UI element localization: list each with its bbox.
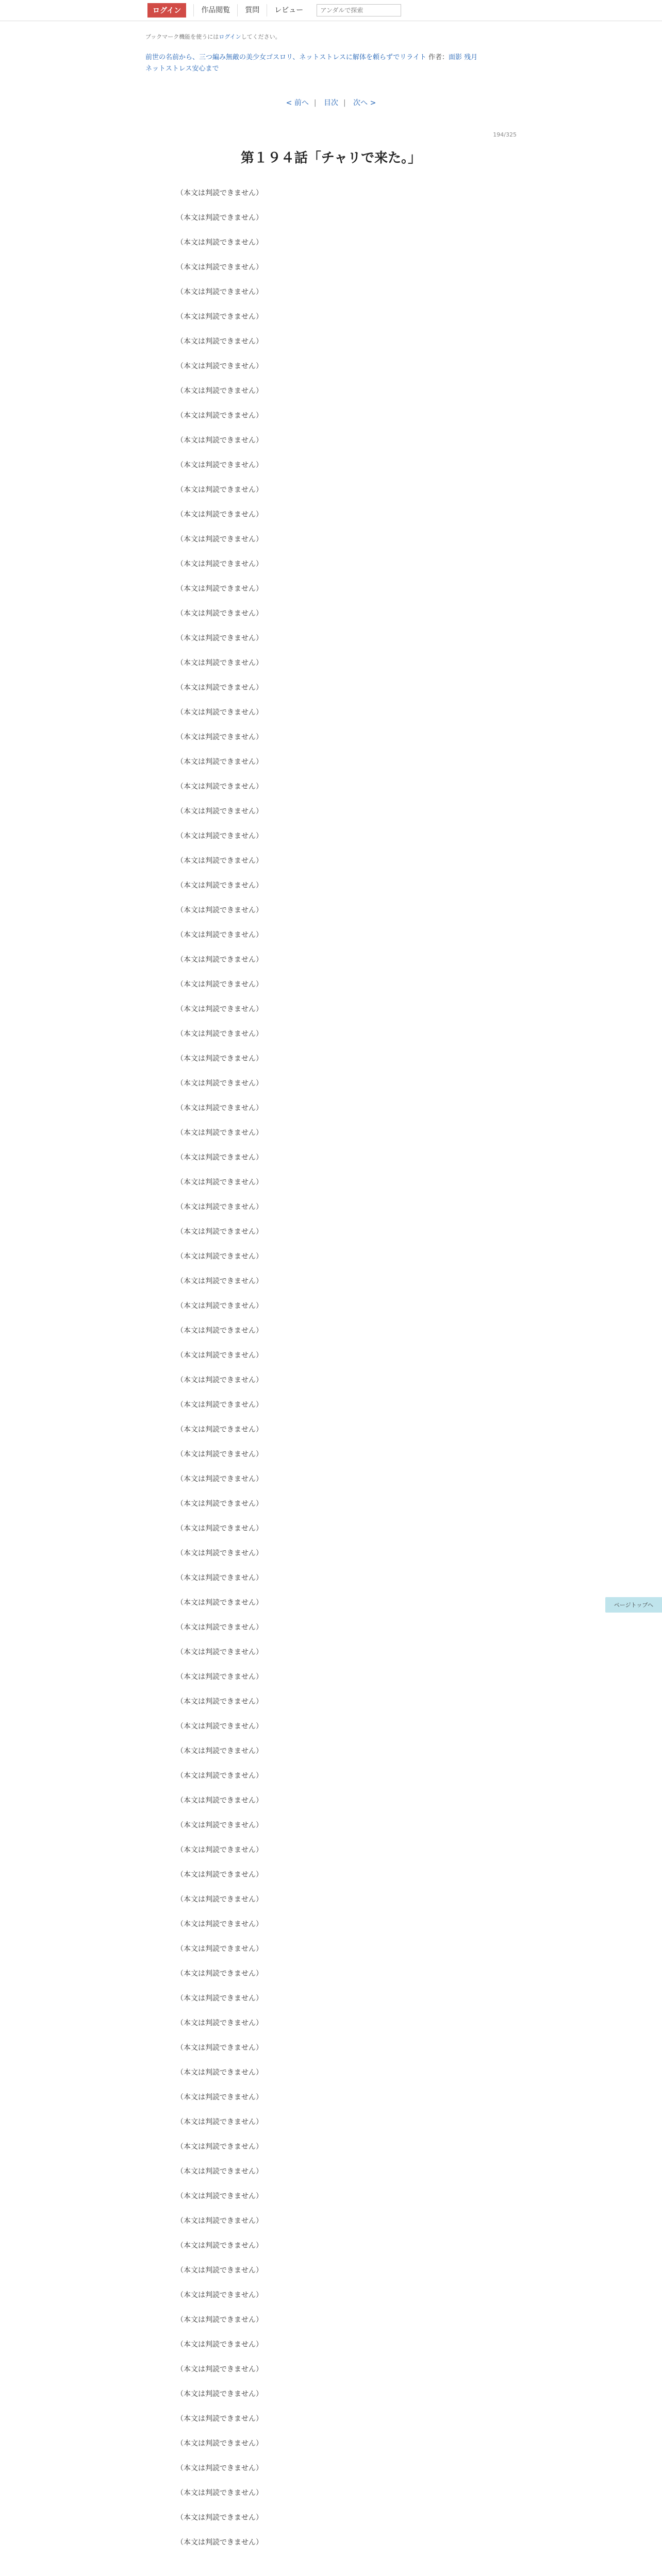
body-paragraph: （本文は判読できません） <box>176 1426 263 1434</box>
body-paragraph <box>145 1436 517 1448</box>
body-paragraph <box>145 1881 517 1893</box>
body-paragraph <box>145 2104 517 2116</box>
body-paragraph <box>145 719 517 731</box>
body-paragraph: （本文は判読できません） <box>176 2167 263 2176</box>
body-paragraph <box>145 471 517 484</box>
body-paragraph <box>145 1733 517 1745</box>
body-paragraph: （本文は判読できません） <box>176 1895 263 1904</box>
body-paragraph <box>145 1535 517 1547</box>
body-paragraph: （本文は判読できません） <box>176 2242 263 2250</box>
bookmark-notice <box>145 32 517 41</box>
body-paragraph: （本文は判読できません） <box>176 2365 263 2374</box>
body-paragraph: （本文は判読できません） <box>176 2514 263 2522</box>
body-paragraph <box>145 1189 517 1201</box>
body-paragraph: （本文は判読できません） <box>176 2217 263 2226</box>
body-paragraph <box>145 743 517 756</box>
body-paragraph <box>145 917 517 929</box>
body-paragraph <box>145 1040 517 1053</box>
body-paragraph: （本文は判読できません） <box>176 1549 263 1558</box>
body-paragraph: （本文は判読できません） <box>176 1055 263 1063</box>
body-paragraph: （本文は判読できません） <box>176 1722 263 1731</box>
body-paragraph <box>145 2326 517 2338</box>
body-paragraph <box>145 1263 517 1275</box>
body-paragraph: （本文は判読できません） <box>176 1277 263 1286</box>
body-paragraph: （本文は判読できません） <box>176 2019 263 2028</box>
body-paragraph: （本文は判読できません） <box>176 2118 263 2127</box>
body-paragraph <box>145 2351 517 2363</box>
body-paragraph: （本文は判読できません） <box>176 783 263 791</box>
body-paragraph <box>145 1560 517 1572</box>
body-paragraph: （本文は判読できません） <box>176 1920 263 1929</box>
body-paragraph <box>145 793 517 805</box>
body-paragraph <box>145 867 517 879</box>
body-paragraph <box>145 1955 517 1968</box>
body-paragraph <box>145 2202 517 2215</box>
body-paragraph: （本文は判読できません） <box>176 1970 263 1978</box>
body-paragraph: （本文は判読できません） <box>176 1871 263 1879</box>
body-paragraph <box>145 2153 517 2165</box>
login-button[interactable]: ログイン <box>147 3 186 18</box>
body-paragraph: （本文は判読できません） <box>176 1327 263 1335</box>
body-paragraph <box>145 1856 517 1869</box>
prev-link[interactable]: < 前へ <box>286 99 309 108</box>
body-paragraph <box>145 1930 517 1943</box>
body-paragraph: （本文は判読できません） <box>176 2093 263 2102</box>
body-paragraph <box>145 2227 517 2240</box>
body-paragraph: （本文は判読できません） <box>176 684 263 692</box>
body-paragraph <box>145 397 517 410</box>
body-paragraph: （本文は判読できません） <box>176 1747 263 1756</box>
body-paragraph <box>145 2376 517 2388</box>
body-paragraph <box>145 249 517 261</box>
body-paragraph: （本文は判読できません） <box>176 189 263 198</box>
body-paragraph <box>145 1485 517 1498</box>
body-paragraph: （本文は判読できません） <box>176 313 263 321</box>
body-paragraph: （本文は判読できません） <box>176 511 263 519</box>
top-nav-bar <box>0 0 662 21</box>
series-title[interactable]: 前世の名前から、三つ編み無敵の美少女ゴスロリ、ネットストレスに解体を頼らずでリライト <box>145 54 426 61</box>
body-paragraph <box>145 595 517 607</box>
body-paragraph <box>145 422 517 434</box>
body-paragraph: （本文は判読できません） <box>176 1178 263 1187</box>
body-paragraph: （本文は判読できません） <box>176 2489 263 2498</box>
body-paragraph: （本文は判読できません） <box>176 882 263 890</box>
body-paragraph: （本文は判読できません） <box>176 214 263 223</box>
body-paragraph <box>145 694 517 706</box>
body-paragraph: （本文は判読できません） <box>176 1524 263 1533</box>
body-paragraph: （本文は判読できません） <box>176 560 263 569</box>
body-paragraph <box>145 1337 517 1349</box>
body-paragraph: （本文は判読できません） <box>176 2390 263 2399</box>
body-paragraph: （本文は判読できません） <box>176 1772 263 1781</box>
body-paragraph <box>145 2524 517 2536</box>
body-paragraph <box>145 2425 517 2437</box>
body-paragraph: （本文は判読できません） <box>176 1648 263 1657</box>
body-paragraph <box>145 1807 517 1819</box>
body-paragraph <box>145 348 517 360</box>
body-paragraph: （本文は判読できません） <box>176 436 263 445</box>
body-paragraph: （本文は判読できません） <box>176 956 263 964</box>
body-paragraph <box>145 645 517 657</box>
body-paragraph: （本文は判読できません） <box>176 758 263 767</box>
body-paragraph: （本文は判読できません） <box>176 337 263 346</box>
body-paragraph: （本文は判読できません） <box>176 1623 263 1632</box>
body-paragraph: （本文は判読できません） <box>176 1129 263 1138</box>
body-paragraph <box>145 768 517 781</box>
body-paragraph <box>145 1287 517 1300</box>
body-paragraph: （本文は判読できません） <box>176 1252 263 1261</box>
body-paragraph: （本文は判読できません） <box>176 288 263 297</box>
body-paragraph: （本文は判読できません） <box>176 1797 263 1805</box>
body-paragraph: （本文は判読できません） <box>176 1030 263 1039</box>
body-paragraph <box>145 2029 517 2042</box>
body-paragraph <box>145 1238 517 1250</box>
body-paragraph: （本文は判読できません） <box>176 1945 263 1954</box>
body-paragraph <box>145 1832 517 1844</box>
body-paragraph: （本文は判読できません） <box>176 1475 263 1484</box>
series-header <box>145 52 517 75</box>
body-paragraph <box>145 2079 517 2091</box>
body-paragraph <box>145 1015 517 1028</box>
body-paragraph <box>145 1584 517 1597</box>
body-paragraph <box>145 1658 517 1671</box>
body-paragraph: （本文は判読できません） <box>176 609 263 618</box>
body-paragraph <box>145 1609 517 1621</box>
body-paragraph <box>145 991 517 1003</box>
body-paragraph <box>145 1386 517 1399</box>
body-paragraph: （本文は判読できません） <box>176 980 263 989</box>
body-paragraph: （本文は判読できません） <box>176 1376 263 1385</box>
body-paragraph <box>145 1906 517 1918</box>
body-paragraph <box>145 1164 517 1176</box>
body-paragraph: （本文は判読できません） <box>176 263 263 272</box>
body-paragraph: （本文は判読できません） <box>176 585 263 594</box>
chapter-pager: < 前へ | 目次 | 次へ > <box>286 99 376 108</box>
body-paragraph: （本文は判読できません） <box>176 1302 263 1311</box>
body-paragraph <box>145 818 517 830</box>
body-paragraph: （本文は判読できません） <box>176 486 263 495</box>
body-paragraph <box>145 1510 517 1522</box>
body-paragraph <box>145 1782 517 1794</box>
body-paragraph <box>145 1708 517 1720</box>
body-paragraph: （本文は判読できません） <box>176 1821 263 1830</box>
chapter-number: 194/325 <box>493 131 517 139</box>
body-paragraph <box>145 447 517 459</box>
chapter-body <box>145 187 517 2549</box>
body-paragraph <box>145 1362 517 1374</box>
body-paragraph: （本文は判読できません） <box>176 1203 263 1212</box>
body-paragraph <box>145 2301 517 2314</box>
body-paragraph: （本文は判読できません） <box>176 1994 263 2003</box>
body-paragraph: （本文は判読できません） <box>176 931 263 940</box>
body-paragraph: （本文は判読できません） <box>176 832 263 841</box>
body-paragraph <box>145 1312 517 1325</box>
body-paragraph <box>145 941 517 954</box>
body-paragraph <box>145 323 517 335</box>
body-paragraph <box>145 521 517 533</box>
body-paragraph <box>145 1683 517 1696</box>
body-paragraph: （本文は判読できません） <box>176 807 263 816</box>
body-paragraph: （本文は判読できません） <box>176 535 263 544</box>
body-paragraph <box>145 2128 517 2141</box>
notice-login-link[interactable]: ログイン <box>219 33 241 40</box>
body-paragraph: （本文は判読できません） <box>176 2291 263 2300</box>
body-paragraph: （本文は判読できません） <box>176 362 263 371</box>
body-paragraph: （本文は判読できません） <box>176 387 263 396</box>
body-paragraph: （本文は判読できません） <box>176 1698 263 1706</box>
body-paragraph <box>145 2277 517 2289</box>
notice-suffix: してください。 <box>241 33 281 40</box>
body-paragraph <box>145 2450 517 2462</box>
body-paragraph <box>145 2178 517 2190</box>
nav-item-reviews[interactable]: レビュー <box>267 4 310 16</box>
author-name[interactable]: 面影 残月 <box>449 54 478 61</box>
body-paragraph: （本文は判読できません） <box>176 733 263 742</box>
body-paragraph: （本文は判読できません） <box>176 412 263 420</box>
body-paragraph: （本文は判読できません） <box>176 1005 263 1014</box>
body-paragraph <box>145 1634 517 1646</box>
body-paragraph: （本文は判読できません） <box>176 2341 263 2349</box>
body-paragraph <box>145 1114 517 1127</box>
body-paragraph <box>145 1139 517 1151</box>
body-paragraph <box>145 2499 517 2512</box>
body-paragraph: （本文は判読できません） <box>176 2415 263 2424</box>
chapter-title: 第１９４話「チャリで来た。」 <box>240 150 422 166</box>
body-paragraph: （本文は判読できません） <box>176 2316 263 2325</box>
search-input[interactable] <box>317 4 401 16</box>
body-paragraph: （本文は判読できません） <box>176 2538 263 2547</box>
body-paragraph: （本文は判読できません） <box>176 1599 263 1607</box>
body-paragraph: （本文は判読できません） <box>176 708 263 717</box>
page-top-button[interactable]: ページトップへ <box>605 1597 662 1613</box>
body-paragraph: （本文は判読できません） <box>176 906 263 915</box>
body-paragraph <box>145 1411 517 1423</box>
body-paragraph <box>145 372 517 385</box>
body-paragraph: （本文は判読できません） <box>176 1846 263 1855</box>
body-paragraph <box>145 2005 517 2017</box>
body-paragraph: （本文は判読できません） <box>176 1154 263 1162</box>
body-paragraph <box>145 669 517 682</box>
body-paragraph: （本文は判読できません） <box>176 1673 263 1682</box>
body-paragraph: （本文は判読できません） <box>176 2069 263 2077</box>
index-link[interactable]: 目次 <box>324 99 338 108</box>
body-paragraph: （本文は判読できません） <box>176 659 263 668</box>
body-paragraph <box>145 570 517 583</box>
body-paragraph: （本文は判読できません） <box>176 1104 263 1113</box>
body-paragraph <box>145 1213 517 1226</box>
body-paragraph <box>145 1461 517 1473</box>
body-paragraph <box>145 892 517 904</box>
body-paragraph <box>145 2054 517 2066</box>
body-paragraph: （本文は判読できません） <box>176 1351 263 1360</box>
body-paragraph <box>145 1980 517 1992</box>
body-paragraph: （本文は判読できません） <box>176 239 263 247</box>
main-column <box>145 32 517 2549</box>
body-paragraph: （本文は判読できません） <box>176 1450 263 1459</box>
body-paragraph: （本文は判読できません） <box>176 2192 263 2201</box>
body-paragraph <box>145 1757 517 1770</box>
body-paragraph: （本文は判読できません） <box>176 1401 263 1410</box>
body-paragraph: （本文は判読できません） <box>176 1228 263 1236</box>
next-link[interactable]: 次へ > <box>353 99 376 108</box>
body-paragraph <box>145 2475 517 2487</box>
body-paragraph: （本文は判読できません） <box>176 1574 263 1583</box>
body-paragraph <box>145 546 517 558</box>
body-paragraph: （本文は判読できません） <box>176 2266 263 2275</box>
body-paragraph <box>145 1090 517 1102</box>
body-paragraph: （本文は判読できません） <box>176 1500 263 1509</box>
nav-item-questions[interactable]: 質問 <box>237 4 267 16</box>
body-paragraph: （本文は判読できません） <box>176 2464 263 2473</box>
author-label: 作者： <box>428 54 449 61</box>
body-paragraph <box>145 298 517 311</box>
nav-item-browse[interactable]: 作品閲覧 <box>193 4 237 16</box>
body-paragraph <box>145 2252 517 2264</box>
body-paragraph <box>145 274 517 286</box>
series-subtitle: ネットストレス安心まで <box>145 65 219 73</box>
body-paragraph: （本文は判読できません） <box>176 2143 263 2151</box>
body-paragraph: （本文は判読できません） <box>176 2439 263 2448</box>
body-paragraph <box>145 620 517 632</box>
body-paragraph <box>145 1065 517 1077</box>
body-paragraph <box>145 199 517 212</box>
body-paragraph <box>145 966 517 978</box>
body-paragraph: （本文は判読できません） <box>176 857 263 866</box>
body-paragraph <box>145 224 517 236</box>
body-paragraph: （本文は判読できません） <box>176 461 263 470</box>
notice-prefix: ブックマーク機能を使うには <box>145 33 219 40</box>
body-paragraph: （本文は判読できません） <box>176 1079 263 1088</box>
body-paragraph <box>145 2400 517 2413</box>
body-paragraph <box>145 496 517 509</box>
body-paragraph <box>145 842 517 855</box>
body-paragraph: （本文は判読できません） <box>176 2044 263 2053</box>
body-paragraph: （本文は判読できません） <box>176 634 263 643</box>
